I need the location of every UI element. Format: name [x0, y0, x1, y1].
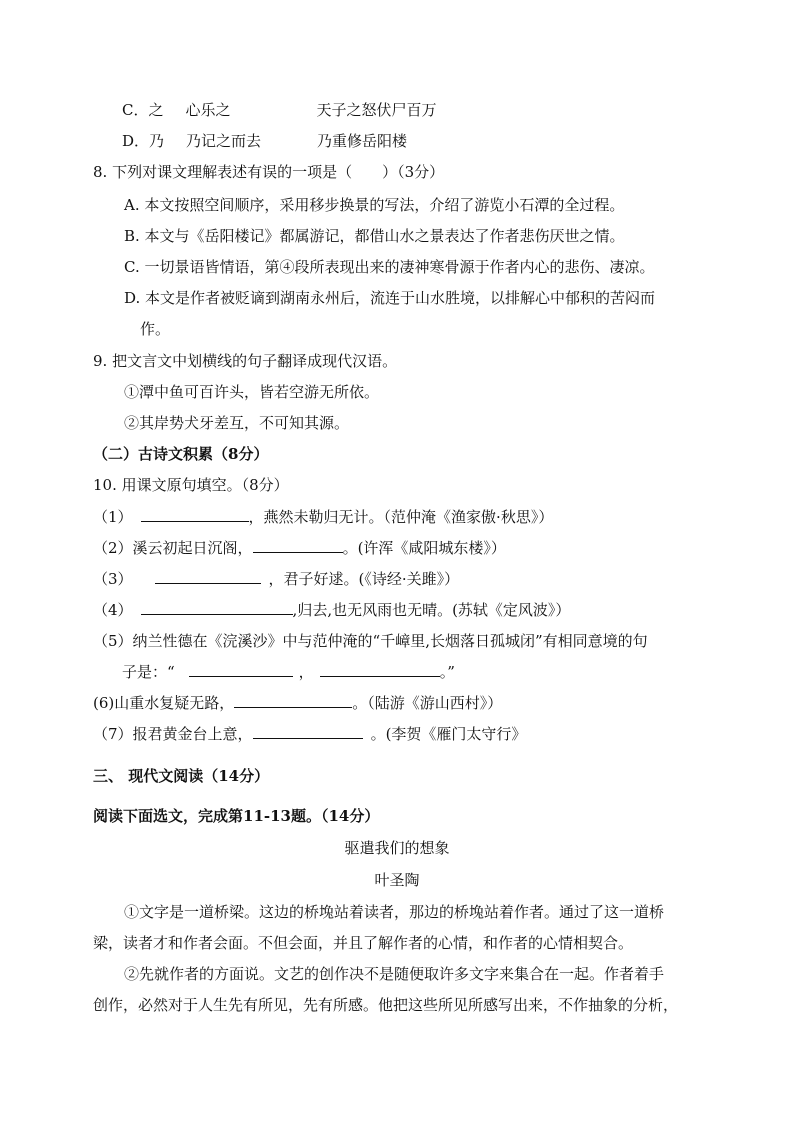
q10-line-5-end: 。”	[439, 663, 455, 681]
section-2-heading: （二）古诗文积累（8分）	[93, 445, 269, 463]
q7-option-c-b: 天子之怒伏尸百万	[316, 101, 437, 119]
fill-blank-4[interactable]	[141, 600, 293, 615]
section-3-heading: 三、 现代文阅读（14分）	[93, 767, 270, 785]
q10-line-7-text: 。(李贺《雁门太守行》	[370, 725, 527, 743]
q10-line-6	[93, 693, 502, 713]
q10-line-6-text: 。（陆游《游山西村》）	[352, 694, 503, 712]
q10-line-6-num: (6)	[93, 694, 115, 712]
q10-line-3	[93, 569, 459, 589]
q9-stem: 9. 把文言文中划横线的句子翻译成现代汉语。	[93, 352, 398, 370]
reading-p2-line1: ②先就作者的方面说。文艺的创作决不是随便取许多文字来集合在一起。作者着手	[124, 965, 665, 983]
q10-line-4-text: ,归去,也无风雨也无晴。(苏轼《定风波》）	[292, 601, 571, 619]
q7-option-d-b: 乃重修岳阳楼	[317, 132, 408, 150]
q10-line-7-num: （7）	[93, 725, 133, 743]
q8-option-d-line2: 作。	[140, 320, 171, 338]
q8-option-a: A. 本文按照空间顺序，采用移步换景的写法，介绍了游览小石潭的全过程。	[124, 196, 625, 214]
q8-option-b: B. 本文与《岳阳楼记》都属游记，都借山水之景表达了作者悲伤厌世之情。	[124, 227, 625, 245]
fill-blank-3[interactable]	[155, 569, 261, 584]
q10-line-5-text: 纳兰性德在《浣溪沙》中与范仲淹的“千嶂里,长烟落日孤城闭”有相同意境的句	[132, 632, 648, 650]
q10-line-1-num: （1）	[93, 508, 133, 526]
q10-line-5-num: （5）	[93, 632, 133, 650]
q10-line-3-num: （3）	[93, 570, 133, 588]
fill-blank-6[interactable]	[234, 693, 352, 708]
q10-line-1	[93, 507, 553, 527]
q8-option-c: C. 一切景语皆情语，第④段所表现出来的凄神寒骨源于作者内心的悲伤、凄凉。	[124, 258, 655, 276]
q7-option-c-a: 心乐之	[185, 101, 231, 119]
q8-option-d-line1: D. 本文是作者被贬谪到湖南永州后，流连于山水胜境，以排解心中郁积的苦闷而	[124, 289, 656, 307]
q10-line-7	[93, 724, 526, 744]
fill-blank-5b[interactable]	[320, 662, 440, 677]
reading-author: 叶圣陶	[374, 871, 420, 889]
q10-line-4-num: （4）	[93, 601, 133, 619]
reading-title: 驱遣我们的想象	[344, 839, 450, 857]
reading-p1-line1: ①文字是一道桥梁。这边的桥堍站着读者，那边的桥堍站着作者。通过了这一道桥	[124, 903, 665, 921]
reading-instruction: 阅读下面选文，完成第11-13题。（14分）	[93, 807, 380, 825]
q7-option-d-letter: D．乃	[122, 132, 165, 150]
q10-line-5-pre: 子是：“	[122, 663, 175, 681]
fill-blank-2[interactable]	[253, 538, 343, 553]
fill-blank-1[interactable]	[141, 507, 249, 522]
q10-line-2	[93, 538, 506, 558]
q10-line-7-pre: 报君黄金台上意，	[132, 725, 253, 743]
q8-stem: 8. 下列对课文理解表述有误的一项是（ ）（3分）	[93, 163, 445, 181]
q10-line-3-text: ，君子好逑。(《诗经·关雎》）	[268, 570, 460, 588]
q7-option-d-a: 乃记之而去	[186, 132, 262, 150]
reading-p2-line2: 创作，必然对于人生先有所见，先有所感。他把这些所见所感写出来，不作抽象的分析，	[93, 996, 679, 1014]
q10-line-5-mid: ，	[298, 663, 314, 681]
q10-line-5	[93, 631, 648, 651]
q10-line-6-pre: 山重水复疑无路，	[114, 694, 235, 712]
reading-p1-line2: 梁，读者才和作者会面。不但会面，并且了解作者的心情，和作者的心情相契合。	[93, 934, 634, 952]
q10-line-2-text: 。(许浑《咸阳城东楼》）	[342, 539, 506, 557]
q7-option-c	[122, 100, 437, 120]
fill-blank-7[interactable]	[253, 724, 363, 739]
q9-sentence-2: ②其岸势犬牙差互，不可知其源。	[124, 414, 350, 432]
q7-option-d	[122, 131, 407, 151]
fill-blank-5a[interactable]	[189, 662, 293, 677]
q10-line-5-answer	[122, 662, 455, 682]
q10-line-1-text: ，燕然未勒归无计。（范仲淹《渔家傲·秋思》）	[248, 508, 554, 526]
q10-stem: 10. 用课文原句填空。（8分）	[93, 476, 289, 494]
q9-sentence-1: ①潭中鱼可百许头，皆若空游无所依。	[124, 383, 380, 401]
q10-line-4	[93, 600, 570, 620]
q7-option-c-letter: C．之	[122, 101, 164, 119]
q10-line-2-num: （2）	[93, 539, 133, 557]
q10-line-2-pre: 溪云初起日沉阁，	[132, 539, 253, 557]
